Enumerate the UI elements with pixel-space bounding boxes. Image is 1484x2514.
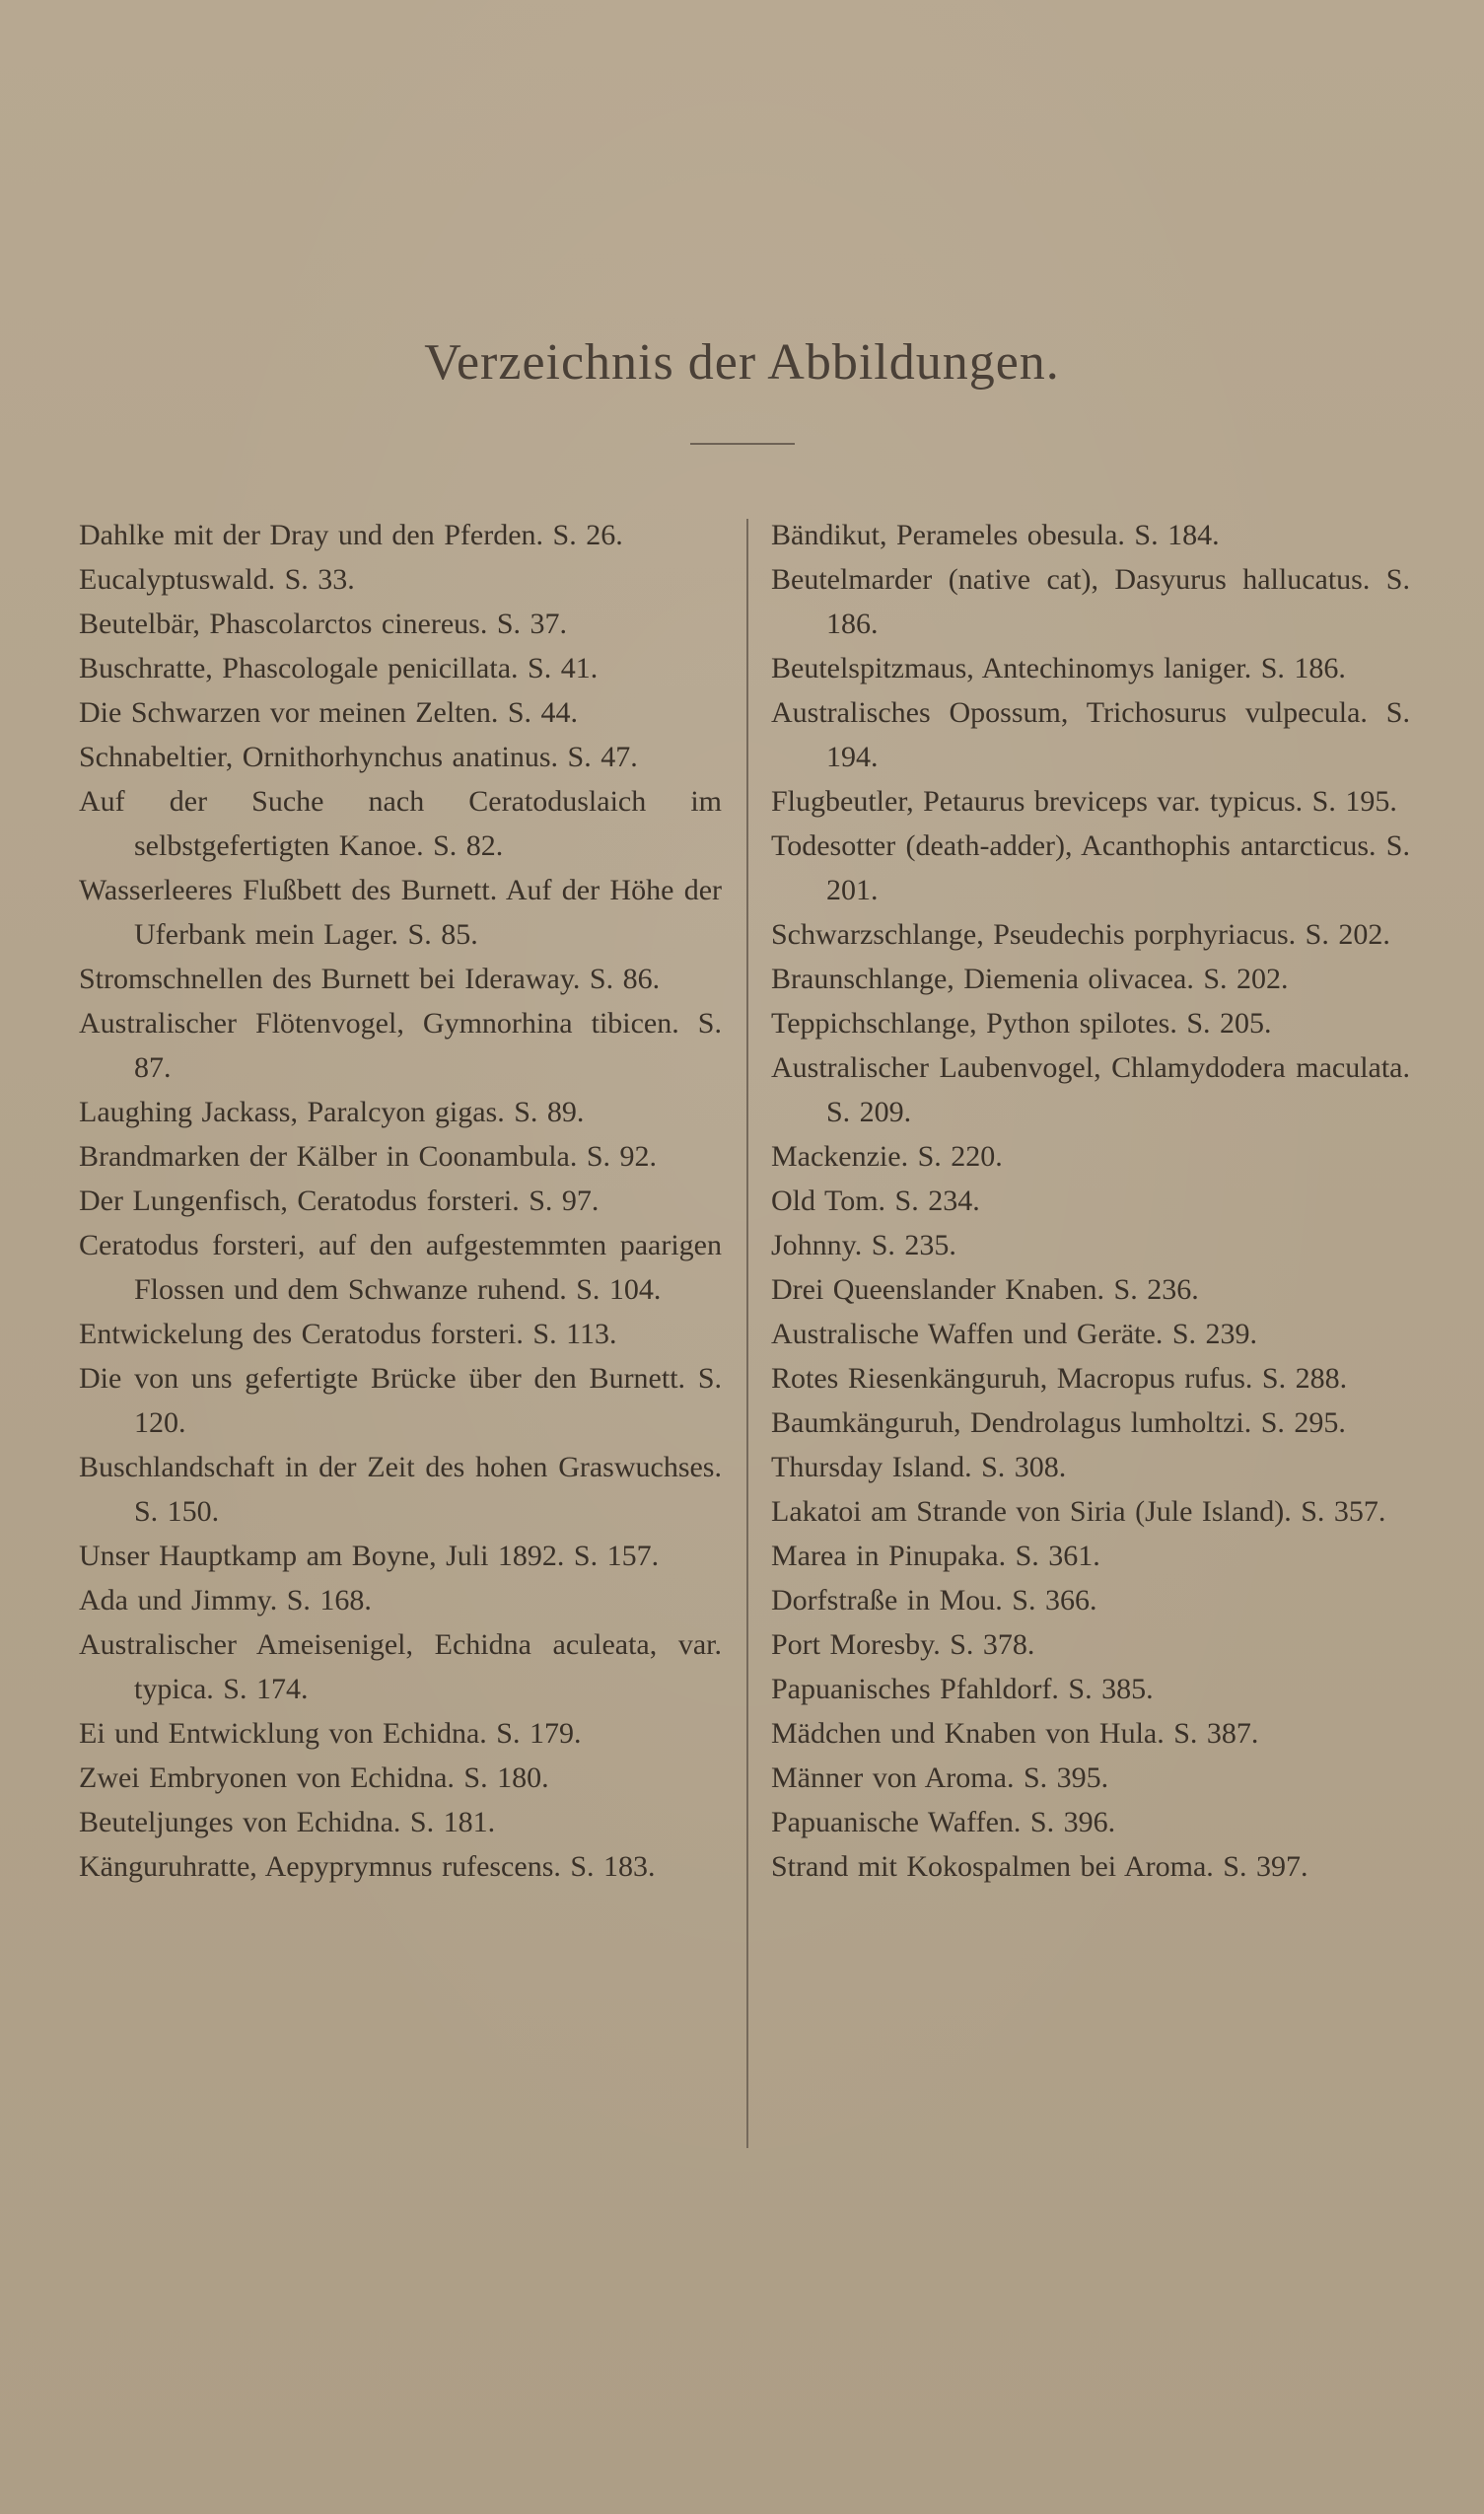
figure-entry: Brandmarken der Kälber in Coonambula. S. 92.	[79, 1140, 658, 1173]
page-title: Verzeichnis der Abbildungen.	[424, 334, 1060, 391]
figure-entry: Australischer Laubenvogel, Chlamydodera maculata. S. 209.	[771, 1051, 1410, 1128]
figure-entry: Laughing Jackass, Paralcyon gigas. S. 89.	[79, 1096, 585, 1128]
figure-entry: Lakatoi am Strande von Siria (Jule Island). S. 357.	[771, 1495, 1386, 1528]
figure-entry: Der Lungenfisch, Ceratodus forsteri. S. 97.	[79, 1185, 600, 1217]
figure-entry: Schnabeltier, Ornithorhynchus anatinus. S. 47.	[79, 741, 638, 773]
figure-entry: Känguruhratte, Aepyprymnus rufescens. S. 183.	[79, 1850, 656, 1883]
figure-entry: Ei und Entwicklung von Echidna. S. 179.	[79, 1717, 582, 1750]
figure-entry: Australisches Opossum, Trichosurus vulpecula. S. 194.	[771, 696, 1410, 773]
figure-entry: Baumkänguruh, Dendrolagus lumholtzi. S. 295.	[771, 1406, 1346, 1439]
figure-entry: Die von uns gefertigte Brücke über den Burnett. S. 120.	[79, 1362, 722, 1439]
figure-entry: Ceratodus forsteri, auf den aufgestemmten paarigen Flossen und dem Schwanze ruhend. S. 104.	[79, 1229, 722, 1306]
figure-entry: Flugbeutler, Petaurus breviceps var. typicus. S. 195.	[771, 785, 1397, 818]
figure-entry: Australischer Ameisenigel, Echidna aculeata, var. typica. S. 174.	[79, 1628, 722, 1705]
figure-entry: Teppichschlange, Python spilotes. S. 205.	[771, 1007, 1272, 1040]
figure-entry: Beutelbär, Phascolarctos cinereus. S. 37.	[79, 608, 568, 640]
figure-entry: Dorfstraße in Mou. S. 366.	[771, 1584, 1097, 1616]
column-divider	[746, 519, 748, 2148]
figure-entry: Braunschlange, Diemenia olivacea. S. 202.	[771, 963, 1289, 995]
figure-entry: Drei Queenslander Knaben. S. 236.	[771, 1273, 1199, 1306]
figure-entry: Johnny. S. 235.	[771, 1229, 956, 1261]
figure-entry: Australischer Flötenvogel, Gymnorhina tibicen. S. 87.	[79, 1007, 722, 1084]
figure-entry: Buschlandschaft in der Zeit des hohen Graswuchses. S. 150.	[79, 1451, 722, 1528]
figure-entry: Stromschnellen des Burnett bei Ideraway. S. 86.	[79, 963, 661, 995]
figure-entry: Beutelmarder (native cat), Dasyurus hallucatus. S. 186.	[771, 563, 1410, 640]
figure-entry: Todesotter (death-adder), Acanthophis antarcticus. S. 201.	[771, 829, 1410, 906]
figure-entry: Die Schwarzen vor meinen Zelten. S. 44.	[79, 696, 579, 729]
figure-entry: Auf der Suche nach Ceratoduslaich im selbstgefertigten Kanoe. S. 82.	[79, 785, 722, 862]
figure-entry: Unser Hauptkamp am Boyne, Juli 1892. S. 157.	[79, 1540, 660, 1572]
figure-entry: Papuanisches Pfahldorf. S. 385.	[771, 1673, 1154, 1705]
figure-entry: Old Tom. S. 234.	[771, 1185, 980, 1217]
figure-entry: Ada und Jimmy. S. 168.	[79, 1584, 372, 1616]
figure-entry: Australische Waffen und Geräte. S. 239.	[771, 1318, 1258, 1350]
figure-entry: Eucalyptuswald. S. 33.	[79, 563, 355, 596]
figure-entry: Beuteljunges von Echidna. S. 181.	[79, 1806, 496, 1838]
figure-entry: Bändikut, Perameles obesula. S. 184.	[771, 519, 1220, 551]
figure-entry: Strand mit Kokospalmen bei Aroma. S. 397.	[771, 1850, 1308, 1883]
figure-entry: Dahlke mit der Dray und den Pferden. S. 26.	[79, 519, 623, 551]
figure-entry: Mackenzie. S. 220.	[771, 1140, 1003, 1173]
figure-entry: Zwei Embryonen von Echidna. S. 180.	[79, 1761, 549, 1794]
figure-entry: Schwarzschlange, Pseudechis porphyriacus. S. 202.	[771, 918, 1390, 951]
figure-entry: Beutelspitzmaus, Antechinomys laniger. S. 186.	[771, 652, 1346, 684]
figure-list-left	[79, 513, 722, 1889]
figure-entry: Männer von Aroma. S. 395.	[771, 1761, 1109, 1794]
figure-entry: Entwickelung des Ceratodus forsteri. S. 113.	[79, 1318, 617, 1350]
figure-entry: Thursday Island. S. 308.	[771, 1451, 1067, 1483]
figure-entry: Rotes Riesenkänguruh, Macropus rufus. S. 288.	[771, 1362, 1348, 1395]
figure-entry: Wasserleeres Flußbett des Burnett. Auf der Höhe der Uferbank mein Lager. S. 85.	[79, 874, 722, 951]
figure-entry: Mädchen und Knaben von Hula. S. 387.	[771, 1717, 1259, 1750]
figure-entry: Buschratte, Phascologale penicillata. S. 41.	[79, 652, 599, 684]
figure-entry: Marea in Pinupaka. S. 361.	[771, 1540, 1100, 1572]
figure-entry: Port Moresby. S. 378.	[771, 1628, 1035, 1661]
figure-entry: Papuanische Waffen. S. 396.	[771, 1806, 1116, 1838]
title-rule	[690, 443, 795, 445]
figure-list-right	[771, 513, 1410, 1889]
